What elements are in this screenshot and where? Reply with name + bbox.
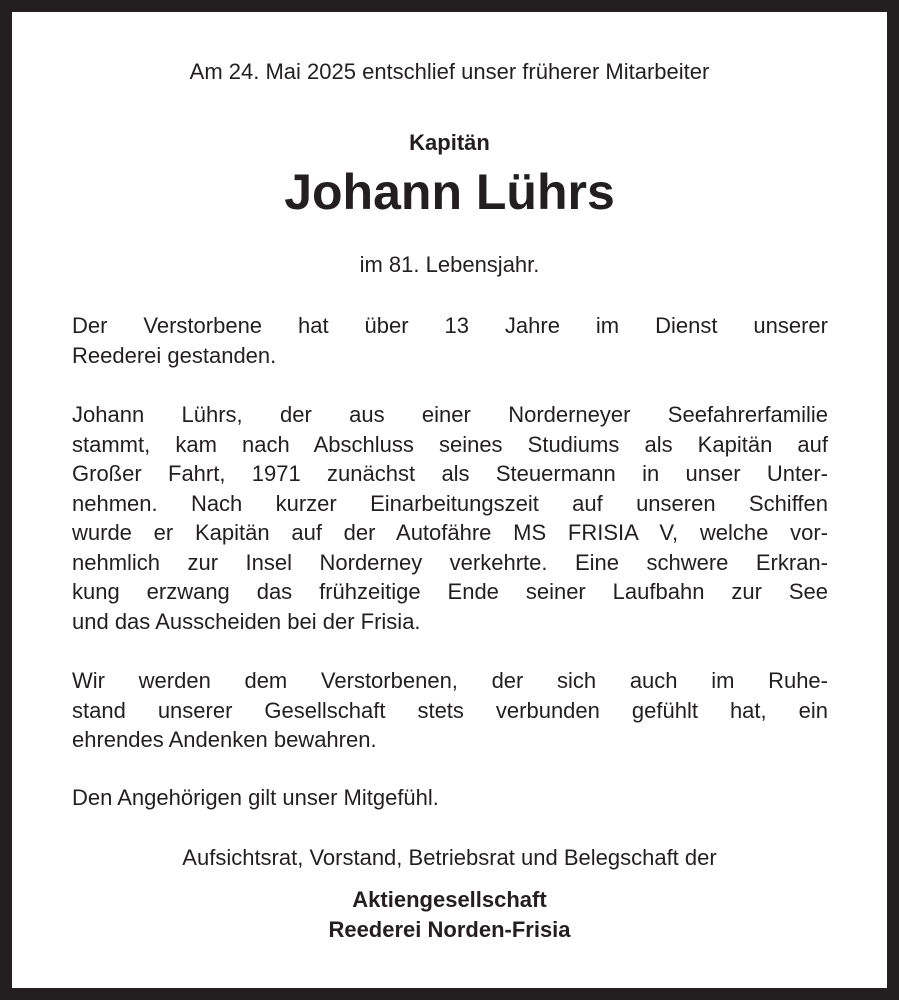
signature-line: Aufsichtsrat, Vorstand, Betriebsrat und Belegschaft der [182,845,717,870]
text-line: Großer Fahrt, 1971 zunächst als Steuermann in unser Unter- [72,461,828,486]
text-line: nehmen. Nach kurzer Einarbeitungszeit auf unseren Schiffen [72,490,828,516]
paragraph-remembrance [72,666,828,755]
text-line: Wir werden dem Verstorbenen, der sich auch im Ruhe- [72,668,828,693]
paragraph-service [72,311,828,370]
company-name-line1: Aktiengesellschaft [352,887,547,912]
deceased-title: Kapitän [409,130,490,155]
text-line: nehmlich zur Insel Norderney verkehrte. Eine schwere Erkran- [72,549,828,575]
text-line: wurde er Kapitän auf der Autofähre MS FRISIA V, welche vor- [72,520,828,545]
paragraph-career [72,400,828,636]
text-line: und das Ausscheiden bei der Frisia. [72,608,421,634]
company-name-line2: Reederei Norden-Frisia [328,917,571,942]
deceased-name: Johann Lührs [284,164,615,220]
text-line: Den Angehörigen gilt unser Mitgefühl. [72,785,439,810]
paragraph-condolence [72,783,828,813]
text-line: stand unserer Gesellschaft stets verbunden gefühlt hat, ein [72,697,828,723]
text-line: kung erzwang das frühzeitige Ende seiner Laufbahn zur See [72,579,828,604]
text-line: stammt, kam nach Abschluss seines Studiums als Kapitän auf [72,431,828,457]
text-line: ehrendes Andenken bewahren. [72,727,377,752]
text-line: Reederei gestanden. [72,342,277,368]
text-line: Johann Lührs, der aus einer Norderneyer Seefahrerfamilie [72,402,828,427]
text-line: Der Verstorbene hat über 13 Jahre im Dienst unserer [72,313,828,338]
age-line: im 81. Lebensjahr. [359,252,540,277]
intro-line: Am 24. Mai 2025 entschlief unser früherer Mitarbeiter [189,59,710,84]
